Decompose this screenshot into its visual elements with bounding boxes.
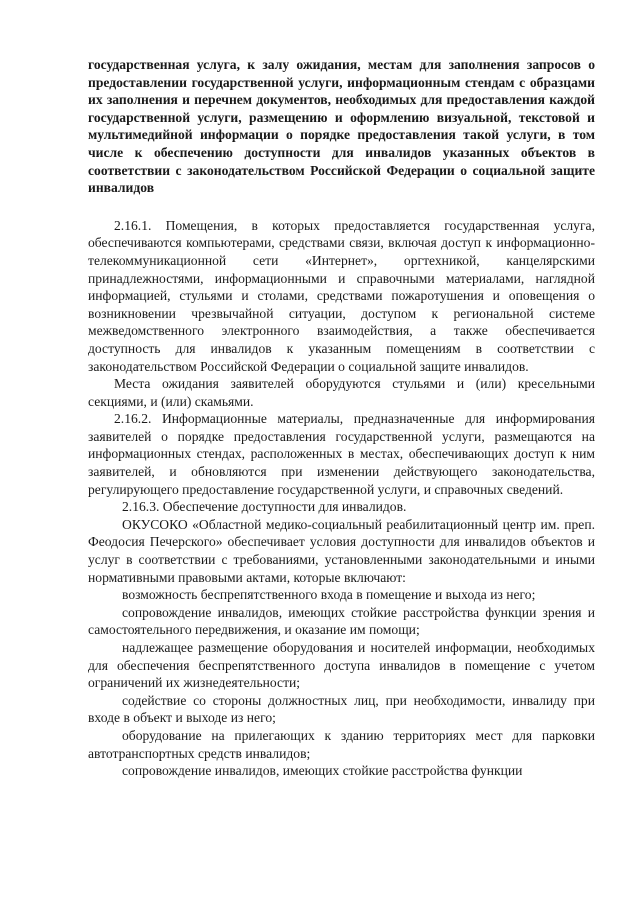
paragraph-2-16-3: 2.16.3. Обеспечение доступности для инвалидов. bbox=[122, 499, 407, 515]
paragraph-waiting-places: Места ожидания заявителей оборудуются стульями и (или) кресельными секциями, и (или) скамьями. bbox=[88, 376, 595, 409]
list-item-escort: сопровождение инвалидов, имеющих стойкие расстройства функции зрения и самостоятельного передвижения, и оказание им помощи; bbox=[88, 604, 595, 638]
paragraph-2-16-1: 2.16.1. Помещения, в которых предоставляется государственная услуга, обеспечиваются компьютерами, средствами связи, включая доступ к информационно-телекоммуникационной сети «Интернет», оргтехникой, канцелярскими принадлежностями, информационными и справочными материалами, наглядной информацией, стульями и столами, средствами пожаротушения и оповещения о возникновении чрезвычайной ситуации, доступом к региональной системе межведомственного электронного взаимодействия, а также обеспечивается доступность для инвалидов к указанным помещениям в соответствии с законодательством Российской Федерации о социальной защите инвалидов. bbox=[88, 217, 595, 374]
paragraph-okusoko: ОКУСОКО «Областной медико-социальный реабилитационный центр им. преп. Феодосия Печерского» обеспечивает условия доступности для инвалидов объектов и услуг в соответствии с требованиями, установленными законодательными и иными нормативными правовыми актами, которые включают: bbox=[88, 516, 595, 585]
list-item-parking: оборудование на прилегающих к зданию территориях мест для парковки автотранспортных средств инвалидов; bbox=[88, 727, 595, 761]
list-item-entry: возможность беспрепятственного входа в помещение и выхода из него; bbox=[122, 587, 536, 603]
list-item-escort-continued: сопровождение инвалидов, имеющих стойкие расстройства функции bbox=[122, 763, 523, 779]
section-heading: государственная услуга, к залу ожидания, местам для заполнения запросов о предоставлении государственной услуги, информационным стендам с образцами их заполнения и перечнем документов, необходимых для предоставления каждой государственной услуги, размещению и оформлению визуальной, текстовой и мультимедийной информации о порядке предоставления такой услуги, в том числе к обеспечению доступности для инвалидов указанных объектов в соответствии с законодательством Российской Федерации о социальной защите инвалидов bbox=[88, 57, 595, 196]
document-page bbox=[88, 56, 595, 780]
list-item-assistance: содействие со стороны должностных лиц, при необходимости, инвалиду при входе в объект и выходе из него; bbox=[88, 692, 595, 726]
list-item-equipment: надлежащее размещение оборудования и носителей информации, необходимых для обеспечения беспрепятственного доступа инвалидов в помещение с учетом ограничений их жизнедеятельности; bbox=[88, 640, 595, 691]
paragraph-2-16-2: 2.16.2. Информационные материалы, предназначенные для информирования заявителей о порядке предоставления государственной услуги, размещаются на информационных стендах, расположенных в местах, обеспечивающих доступ к ним заявителей, и обновляются при изменении действующего законодательства, регулирующего предоставление государственной услуги, и справочных сведений. bbox=[88, 411, 595, 497]
